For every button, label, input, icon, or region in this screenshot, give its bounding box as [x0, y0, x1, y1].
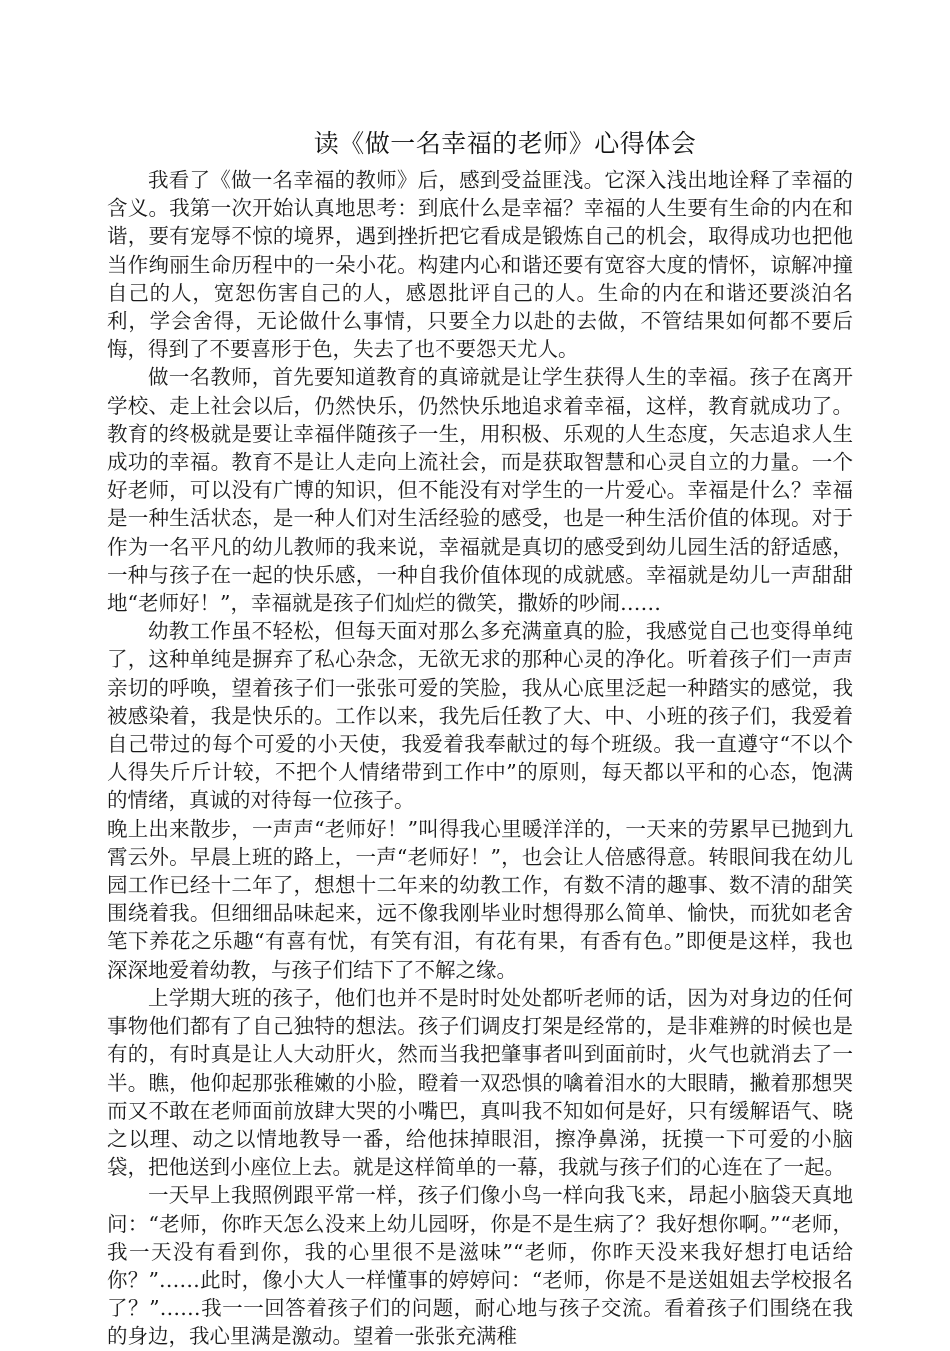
- paragraph-3: 幼教工作虽不轻松，但每天面对那么多充满童真的脸，我感觉自己也变得单纯了，这种单纯是摒弃了私心杂念，无欲无求的那种心灵的净化。听着孩子们一声声亲切的呼唤，望着孩子们一张张可爱的笑脸，我从心底里泛起一种踏实的感觉，我被感染着，我是快乐的。工作以来，我先后任教了大、中、小班的孩子们，我爱着自己带过的每个可爱的小天使，我爱着我奉献过的每个班级。我一直遵守“不以个人得失斤斤计较，不把个人情绪带到工作中”的原则，每天都以平和的心态，饱满的情绪，真诚的对待每一位孩子。: [107, 619, 853, 813]
- paragraph-2: 做一名教师，首先要知道教育的真谛就是让学生获得人生的幸福。孩子在离开学校、走上社会以后，仍然快乐，仍然快乐地追求着幸福，这样，教育就成功了。教育的终极就是要让幸福伴随孩子一生，用积极、乐观的人生态度，矢志追求人生成功的幸福。教育不是让人走向上流社会，而是获取智慧和心灵自立的力量。一个好老师，可以没有广博的知识，但不能没有对学生的一片爱心。幸福是什么？幸福是一种生活状态，是一种人们对生活经验的感受，也是一种生活价值的体现。对于作为一名平凡的幼儿教师的我来说，幸福就是真切的感受到幼儿园生活的舒适感，一种与孩子在一起的快乐感，一种自我价值体现的成就感。幸福就是幼儿一声甜甜地“老师好！”，幸福就是孩子们灿烂的微笑，撒娇的吵闹……: [107, 365, 853, 616]
- paragraph-1: 我看了《做一名幸福的教师》后，感到受益匪浅。它深入浅出地诠释了幸福的含义。我第一次开始认真地思考：到底什么是幸福？幸福的人生要有生命的内在和谐，要有宠辱不惊的境界，遇到挫折把它看成是锻炼自己的机会，取得成功也把他当作绚丽生命历程中的一朵小花。构建内心和谐还要有宽容大度的情怀，谅解冲撞自己的人，宽恕伤害自己的人，感恩批评自己的人。生命的内在和谐还要淡泊名利，学会舍得，无论做什么事情，只要全力以赴的去做，不管结果如何都不要后悔，得到了不要喜形于色，失去了也不要怨天尤人。: [107, 168, 853, 362]
- paragraph-5: 上学期大班的孩子，他们也并不是时时处处都听老师的话，因为对身边的任何事物他们都有了自己独特的想法。孩子们调皮打架是经常的，是非难辨的时候也是有的，有时真是让人大动肝火，然而当我把肇事者叫到面前时，火气也就消去了一半。瞧，他仰起那张稚嫩的小脸，瞪着一双恐惧的噙着泪水的大眼睛，撇着那想哭而又不敢在老师面前放肆大哭的小嘴巴，真叫我不知如何是好，只有缓解语气、晓之以理、动之以情地教导一番，给他抹掉眼泪，擦净鼻涕，抚摸一下可爱的小脑袋，把他送到小座位上去。就是这样简单的一幕，我就与孩子们的心连在了一起。: [107, 985, 853, 1180]
- paragraph-6: 一天早上我照例跟平常一样，孩子们像小鸟一样向我飞来，昂起小脑袋天真地问：“老师，你昨天怎么没来上幼儿园呀，你是不是生病了？我好想你啊。”“老师，我一天没有看到你，我的心里很不是滋味”“老师，你昨天没来我好想打电话给你？”……此时，像小大人一样懂事的婷婷问：“老师，你是不是送姐姐去学校报名了？”……我一一回答着孩子们的问题，耐心地与孩子交流。看着孩子们围绕在我的身边，我心里满是激动。望着一张张充满稚: [107, 1183, 853, 1349]
- document-title: 读《做一名幸福的老师》心得体会: [313, 129, 697, 158]
- document-body: [107, 166, 853, 1351]
- paragraph-4: 晚上出来散步，一声声“老师好！”叫得我心里暖洋洋的，一天来的劳累早已抛到九霄云外。早晨上班的路上，一声“老师好！”，也会让人倍感得意。转眼间我在幼儿园工作已经十二年了，想想十二年来的幼教工作，有数不清的趣事、数不清的甜笑围绕着我。但细细品味起来，远不像我刚毕业时想得那么简单、愉快，而犹如老舍笔下养花之乐趣“有喜有忧，有笑有泪，有花有果，有香有色。”即便是这样，我也深深地爱着幼教，与孩子们结下了不解之缘。: [107, 816, 853, 982]
